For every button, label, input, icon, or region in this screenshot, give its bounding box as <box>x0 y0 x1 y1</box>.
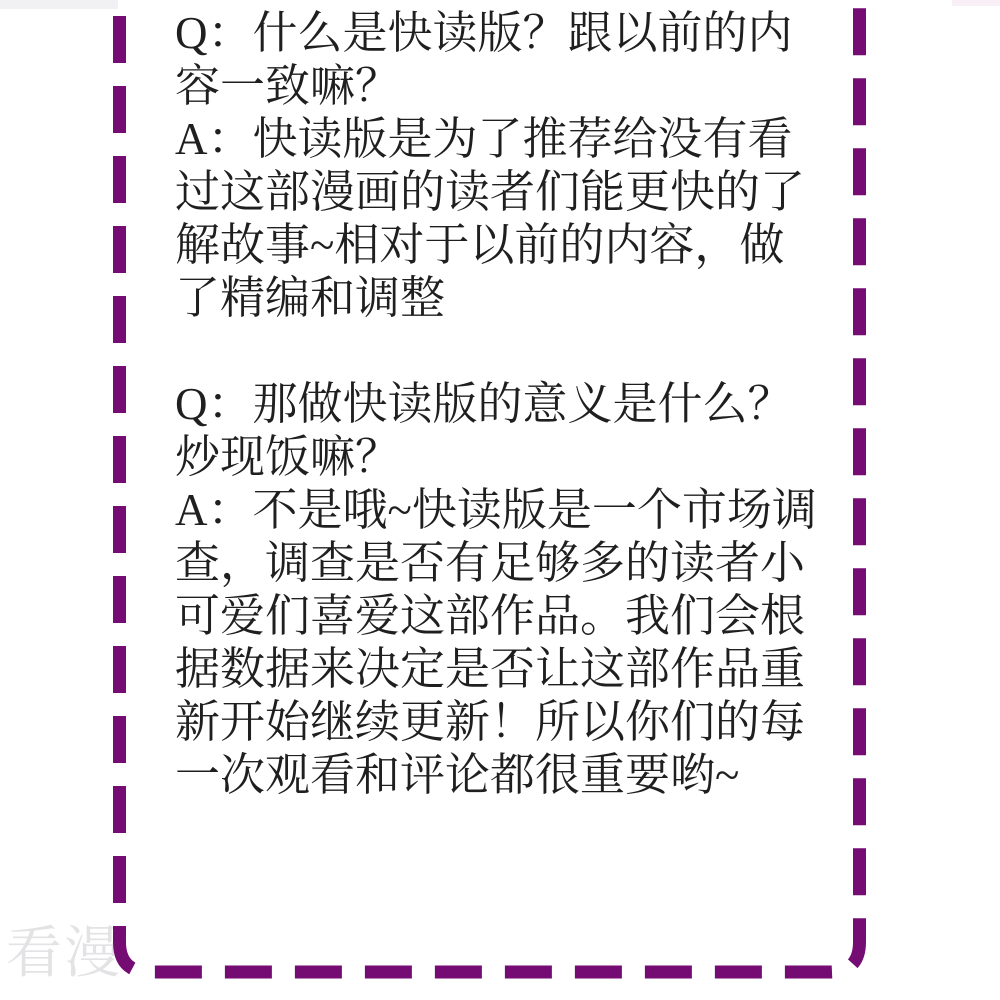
qa2-question-line-1: Q：那做快读版的意义是什么？ <box>175 379 793 429</box>
qa1-question-line-1: Q：什么是快读版？跟以前的内 <box>175 8 793 58</box>
qa2-answer-line-2: 查，调查是否有足够多的读者小 <box>175 538 806 588</box>
qa1-answer-line-2: 过这部漫画的读者们能更快的了 <box>175 167 806 217</box>
qa2-answer-line-1: A：不是哦~快读版是一个市场调 <box>175 485 817 535</box>
top-left-scan-artifact <box>0 0 118 9</box>
app-watermark: 看漫 <box>6 923 122 985</box>
qa2-answer-line-4: 据数据来决定是否让这部作品重 <box>175 644 806 694</box>
paragraph-gap <box>175 325 855 378</box>
top-right-scan-artifact <box>952 0 1000 6</box>
qa2-answer-line-6: 一次观看和评论都很重要哟~ <box>175 750 740 800</box>
qa1-answer-line-3: 解故事~相对于以前的内容，做 <box>175 220 785 270</box>
qa2-question-line-2: 炒现饭嘛？ <box>175 432 401 482</box>
qa1-answer-line-4: 了精编和调整 <box>175 273 446 323</box>
qa-text-block <box>175 7 855 802</box>
qa1-question-line-2: 容一致嘛？ <box>175 61 401 111</box>
qa1-answer-line-1: A：快读版是为了推荐给没有看 <box>175 114 793 164</box>
qa2-answer-line-5: 新开始继续更新！所以你们的每 <box>175 697 806 747</box>
qa2-answer-line-3: 可爱们喜爱这部作品。我们会根 <box>175 591 806 641</box>
